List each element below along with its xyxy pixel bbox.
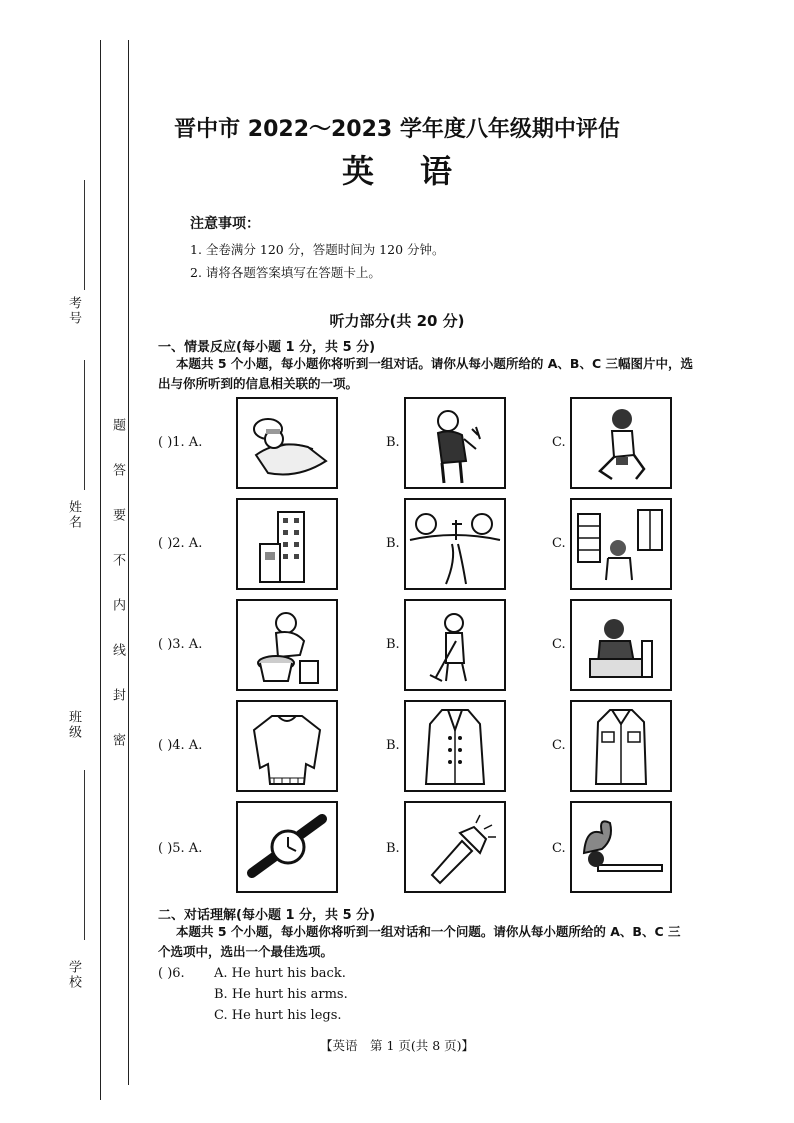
option-c-image[interactable]: [570, 801, 672, 893]
sweater-icon: [238, 702, 336, 790]
seal-char: 线: [110, 643, 125, 658]
class-blank[interactable]: [84, 770, 85, 940]
question-6-number[interactable]: ( )6.: [158, 966, 185, 981]
name-blank[interactable]: [84, 360, 85, 490]
option-c-label: C.: [552, 435, 566, 450]
shirt-icon: [572, 702, 670, 790]
making-bed-icon: [572, 601, 670, 689]
seal-char: 要: [110, 508, 125, 523]
question-number[interactable]: ( )1. A.: [158, 435, 203, 450]
notes-heading: 注意事项：: [190, 216, 260, 232]
seal-char: 封: [110, 688, 125, 703]
seal-char: 题: [110, 418, 125, 433]
question-number[interactable]: ( )2. A.: [158, 536, 203, 551]
exam-title: 晋中市 2022～2023 学年度八年级期中评估: [174, 117, 620, 142]
seal-char: 密: [110, 733, 125, 748]
option-b-image[interactable]: [404, 498, 506, 590]
option-b-label: B.: [386, 841, 400, 856]
option-b-image[interactable]: [404, 801, 506, 893]
option-a-image[interactable]: [236, 700, 338, 792]
note-item: 1. 全卷满分 120 分，答题时间为 120 分钟。: [190, 242, 445, 257]
school-label: 学校: [66, 960, 81, 990]
subject-title: 英语: [341, 152, 498, 190]
option-a-image[interactable]: [236, 498, 338, 590]
option-a-image[interactable]: [236, 599, 338, 691]
flashlight-icon: [406, 803, 504, 891]
watch-icon: [238, 803, 336, 891]
trench-coat-icon: [406, 702, 504, 790]
washing-clothes-icon: [238, 601, 336, 689]
question-number[interactable]: ( )3. A.: [158, 637, 203, 652]
option-a-image[interactable]: [236, 397, 338, 489]
building-icon: [238, 500, 336, 588]
option-b-label: B.: [386, 536, 400, 551]
room-interior-icon: [572, 500, 670, 588]
option-c-image[interactable]: [570, 599, 672, 691]
knee-injury-icon: [572, 399, 670, 487]
option-b-image[interactable]: [404, 397, 506, 489]
option-b-label: B.: [386, 738, 400, 753]
part1-heading: 一、情景反应(每小题 1 分，共 5 分): [158, 340, 376, 355]
sweeping-floor-icon: [406, 601, 504, 689]
exam-number-blank[interactable]: [84, 180, 85, 290]
back-pain-icon: [406, 399, 504, 487]
country-road-icon: [406, 500, 504, 588]
option-c-label: C.: [552, 536, 566, 551]
option-c-label: C.: [552, 841, 566, 856]
sick-in-bed-icon: [238, 399, 336, 487]
exam-number-label: 考号: [66, 296, 81, 326]
binding-line-outer: [100, 40, 101, 1100]
name-label: 姓名: [66, 500, 81, 530]
option-b-label: B.: [386, 435, 400, 450]
question-6-option-b[interactable]: B. He hurt his arms.: [214, 987, 348, 1002]
option-c-image[interactable]: [570, 498, 672, 590]
option-b-image[interactable]: [404, 599, 506, 691]
seal-char: 不: [110, 553, 125, 568]
part2-heading: 二、对话理解(每小题 1 分，共 5 分): [158, 908, 376, 923]
page-footer: 【英语 第 1 页(共 8 页)】: [319, 1038, 475, 1053]
question-number[interactable]: ( )5. A.: [158, 841, 203, 856]
option-c-image[interactable]: [570, 397, 672, 489]
question-number[interactable]: ( )4. A.: [158, 738, 203, 753]
option-c-label: C.: [552, 637, 566, 652]
seal-char: 内: [110, 598, 125, 613]
part1-instructions-2: 出与你所听到的信息相关联的一项。: [158, 376, 359, 391]
listening-heading: 听力部分(共 20 分): [329, 312, 465, 330]
match-icon: [572, 803, 670, 891]
option-c-image[interactable]: [570, 700, 672, 792]
option-b-image[interactable]: [404, 700, 506, 792]
question-6-option-c[interactable]: C. He hurt his legs.: [214, 1008, 342, 1023]
part1-instructions-1: 本题共 5 个小题，每小题你将听到一组对话。请你从每小题所给的 A、B、C 三幅图片中，选: [176, 356, 693, 371]
part2-instructions-1: 本题共 5 个小题，每小题你将听到一组对话和一个问题。请你从每小题所给的 A、B、C 三: [176, 924, 681, 939]
seal-char: 答: [110, 463, 125, 478]
part2-instructions-2: 个选项中，选出一个最佳选项。: [158, 944, 334, 959]
class-label: 班级: [66, 710, 81, 740]
binding-line-inner: [128, 40, 129, 1085]
question-6-option-a[interactable]: A. He hurt his back.: [214, 966, 346, 981]
option-b-label: B.: [386, 637, 400, 652]
option-c-label: C.: [552, 738, 566, 753]
option-a-image[interactable]: [236, 801, 338, 893]
note-item: 2. 请将各题答案填写在答题卡上。: [190, 265, 381, 280]
